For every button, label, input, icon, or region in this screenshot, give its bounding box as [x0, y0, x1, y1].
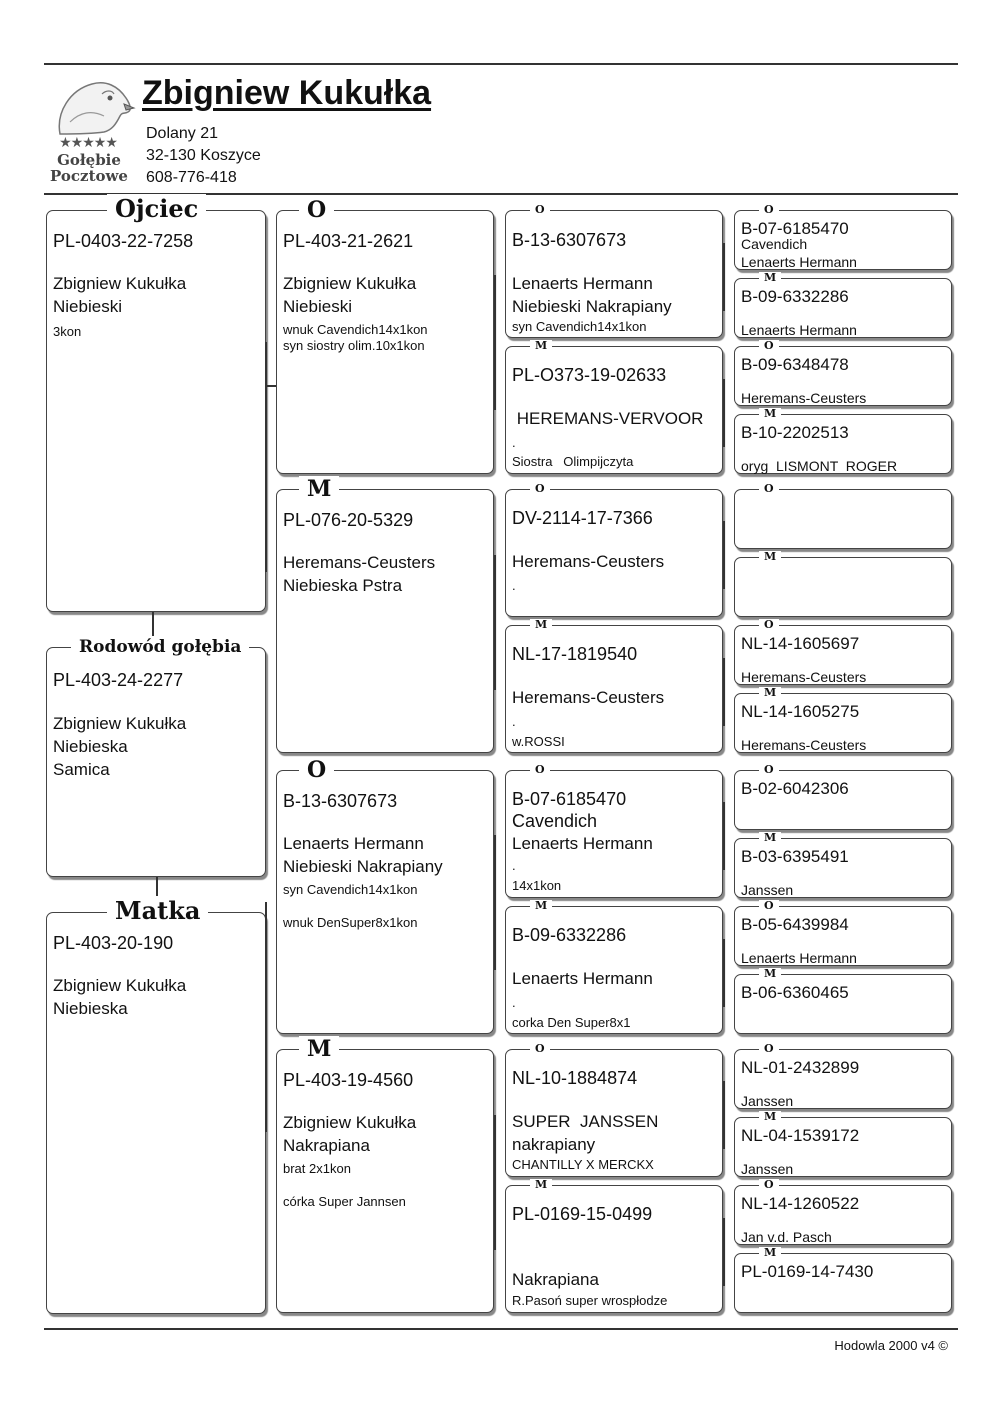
- fm-sex-label: M: [299, 476, 339, 502]
- footer-rule: [44, 1328, 958, 1330]
- gg4-ring: B-10-2202513: [741, 423, 849, 442]
- mmm-note: R.Pasoń super wrospłodze: [512, 1293, 668, 1308]
- address-line2: 32-130 Koszyce: [146, 147, 261, 164]
- logo-text-line1: Gołębie: [57, 151, 121, 169]
- gg10-line3: Janssen: [741, 882, 794, 898]
- mother-box: [46, 896, 266, 1314]
- mmf-color: nakrapiany: [512, 1135, 596, 1154]
- connector-c3-3: [723, 521, 725, 589]
- ffm-note: Siostra Olimpijczyta: [512, 454, 634, 469]
- subject-breeder: Zbigniew Kukułka: [53, 714, 187, 733]
- footer-credit: Hodowla 2000 v4 ©: [834, 1338, 948, 1353]
- father-ring: PL-0403-22-7258: [53, 231, 194, 251]
- gg7-sex-label: O: [759, 619, 779, 631]
- gg11-sex-label: O: [759, 900, 779, 912]
- ff-note2: syn siostry olim.10x1kon: [283, 338, 425, 353]
- gg10-ring: B-03-6395491: [741, 847, 849, 866]
- fff-box: [505, 203, 723, 338]
- gg10-sex-label: M: [759, 832, 781, 844]
- gg-box-5: [734, 482, 952, 549]
- address-line1: Dolany 21: [146, 125, 219, 142]
- gg7-ring: NL-14-1605697: [741, 634, 860, 653]
- gg9-ring: B-02-6042306: [741, 779, 849, 798]
- gg1-sex-label: O: [759, 204, 779, 216]
- mfm-breeder: Lenaerts Hermann: [512, 969, 653, 988]
- gg13-ring: NL-01-2432899: [741, 1058, 860, 1077]
- father-color: Niebieski: [53, 297, 122, 316]
- gg16-sex-label: M: [759, 1247, 781, 1259]
- ff-sex-label: O: [299, 197, 334, 223]
- father-box: [46, 194, 266, 612]
- logo-stars: ★★★★★: [59, 134, 117, 150]
- logo-text-line2: Pocztowe: [50, 167, 128, 185]
- gg1-ring: B-07-6185470: [741, 219, 849, 238]
- gg-box-10: [734, 831, 952, 898]
- mfm-box: [505, 899, 723, 1034]
- gg11-line3: Lenaerts Hermann: [741, 950, 857, 966]
- fm-ring: PL-076-20-5329: [283, 510, 414, 530]
- subject-sex: Samica: [53, 760, 110, 779]
- mm-ring: PL-403-19-4560: [283, 1070, 414, 1090]
- gg-box-15: [734, 1178, 952, 1245]
- gg1-line3: Lenaerts Hermann: [741, 254, 857, 270]
- fmf-sex-label: O: [530, 483, 550, 495]
- mm-note2: córka Super Jannsen: [283, 1194, 406, 1209]
- gg6-sex-label: M: [759, 551, 781, 563]
- mmf-ring: NL-10-1884874: [512, 1068, 638, 1088]
- fmf-ring: DV-2114-17-7366: [512, 508, 653, 528]
- ff-box: [276, 197, 494, 474]
- mmm-ring: PL-0169-15-0499: [512, 1204, 653, 1224]
- mfm-sex-label: M: [530, 900, 552, 912]
- mff-breeder: Lenaerts Hermann: [512, 834, 653, 853]
- fff-color: Niebieski Nakrapiany: [512, 297, 672, 316]
- mf-sex-label: O: [299, 757, 334, 783]
- gg13-sex-label: O: [759, 1043, 779, 1055]
- father-note: 3kon: [53, 324, 82, 339]
- mf-box: [276, 757, 494, 1034]
- mmf-note: CHANTILLY X MERCKX: [512, 1157, 654, 1172]
- gg3-sex-label: O: [759, 340, 779, 352]
- gg-box-16: [734, 1246, 952, 1313]
- subject-box: [46, 637, 266, 877]
- gg8-line3: Heremans-Ceusters: [741, 737, 867, 753]
- connector-c3-4: [723, 658, 725, 726]
- fff-sex-label: O: [530, 204, 550, 216]
- fm-box: [276, 476, 494, 753]
- gg-box-12: [734, 967, 952, 1034]
- connector-mother-parents-v: [265, 902, 267, 1132]
- gg-box-14: [734, 1110, 952, 1177]
- subject-color: Niebieska: [53, 737, 128, 756]
- gg-box-2: [734, 271, 952, 338]
- fm-breeder: Heremans-Ceusters: [283, 553, 436, 572]
- connector-c3-8: [723, 1218, 725, 1286]
- fm-color: Niebieska Pstra: [283, 576, 403, 595]
- connector-father-subject: [152, 612, 154, 636]
- mf-breeder: Lenaerts Hermann: [283, 834, 424, 853]
- mfm-note: corka Den Super8x1: [512, 1015, 631, 1030]
- connector-ff-v: [494, 275, 496, 410]
- pedigree-label: Rodowód gołębia: [71, 636, 249, 658]
- gg-box-3: [734, 339, 952, 406]
- father-breeder: Zbigniew Kukułka: [53, 274, 187, 293]
- mf-note2: wnuk DenSuper8x1kon: [283, 915, 418, 930]
- gg8-ring: NL-14-1605275: [741, 702, 860, 721]
- gg15-line3: Jan v.d. Pasch: [741, 1229, 832, 1245]
- mm-sex-label: M: [299, 1036, 339, 1062]
- ffm-box: [505, 339, 723, 474]
- mmf-box: [505, 1042, 723, 1177]
- ff-ring: PL-403-21-2621: [283, 231, 414, 251]
- gg-box-11: [734, 899, 952, 966]
- mother-breeder: Zbigniew Kukułka: [53, 976, 187, 995]
- mmm-color: Nakrapiana: [512, 1270, 599, 1289]
- mm-box: [276, 1036, 494, 1313]
- gg-box-1: [734, 203, 952, 270]
- mm-note1: brat 2x1kon: [283, 1161, 351, 1176]
- connector-c3-7: [723, 1081, 725, 1149]
- mfm-dot: .: [512, 995, 516, 1010]
- connector-mm-v: [494, 1115, 496, 1250]
- gg12-ring: B-06-6360465: [741, 983, 849, 1002]
- fmf-breeder: Heremans-Ceusters: [512, 552, 665, 571]
- mother-color: Niebieska: [53, 999, 128, 1018]
- phone: 608-776-418: [146, 169, 237, 186]
- fmm-dot: .: [512, 714, 516, 729]
- mff-sex-label: O: [530, 764, 550, 776]
- ff-breeder: Zbigniew Kukułka: [283, 274, 417, 293]
- connector-c3-2: [723, 379, 725, 447]
- fmf-dot: .: [512, 578, 516, 593]
- gg2-ring: B-09-6332286: [741, 287, 849, 306]
- gg-box-4: [734, 407, 952, 474]
- fff-ring: B-13-6307673: [512, 230, 627, 250]
- mf-note1: syn Cavendich14x1kon: [283, 882, 418, 897]
- connector-mf-v: [494, 835, 496, 970]
- connector-c3-6: [723, 939, 725, 1007]
- gg12-sex-label: M: [759, 968, 781, 980]
- mf-ring: B-13-6307673: [283, 791, 398, 811]
- father-label: Ojciec: [107, 194, 206, 224]
- gg8-sex-label: M: [759, 687, 781, 699]
- gg-box-9: [734, 763, 952, 830]
- fmf-box: [505, 482, 723, 617]
- fff-breeder: Lenaerts Hermann: [512, 274, 653, 293]
- mfm-ring: B-09-6332286: [512, 925, 627, 945]
- mf-color: Niebieski Nakrapiany: [283, 857, 443, 876]
- mmm-sex-label: M: [530, 1179, 552, 1191]
- mff-dot: .: [512, 858, 516, 873]
- mff-name: Cavendich: [512, 811, 598, 831]
- gg13-line3: Janssen: [741, 1093, 794, 1109]
- fff-note: syn Cavendich14x1kon: [512, 319, 647, 334]
- gg15-ring: NL-14-1260522: [741, 1194, 860, 1213]
- gg4-line3: oryg LISMONT ROGER: [741, 458, 898, 474]
- fmm-note: w.ROSSI: [512, 734, 565, 749]
- mff-ring: B-07-6185470: [512, 789, 627, 809]
- ffm-breeder: HEREMANS-VERVOOR: [512, 409, 704, 428]
- gg2-line3: Lenaerts Hermann: [741, 322, 857, 338]
- gg-box-13: [734, 1042, 952, 1109]
- connector-c3-1: [723, 243, 725, 311]
- fmm-box: [505, 618, 723, 753]
- mff-box: [505, 763, 723, 898]
- gg1-line2: Cavendich: [741, 236, 808, 252]
- gg14-line3: Janssen: [741, 1161, 794, 1177]
- gg11-ring: B-05-6439984: [741, 915, 849, 934]
- mff-note: 14x1kon: [512, 878, 562, 893]
- mm-color: Nakrapiana: [283, 1136, 370, 1155]
- gg14-ring: NL-04-1539172: [741, 1126, 860, 1145]
- connector-c3-5: [723, 802, 725, 870]
- mmf-breeder: SUPER JANSSEN: [512, 1112, 659, 1131]
- connector-father-parents: [266, 385, 276, 387]
- gg9-sex-label: O: [759, 764, 779, 776]
- gg3-line3: Heremans-Ceusters: [741, 390, 867, 406]
- ffm-dot: .: [512, 435, 516, 450]
- ff-note1: wnuk Cavendich14x1kon: [283, 322, 428, 337]
- ff-color: Niebieski: [283, 297, 352, 316]
- gg4-sex-label: M: [759, 408, 781, 420]
- gg-box-7: [734, 618, 952, 685]
- gg-box-6: [734, 550, 952, 617]
- gg5-sex-label: O: [759, 483, 779, 495]
- header-top-rule: [44, 63, 958, 65]
- fmm-sex-label: M: [530, 619, 552, 631]
- fmm-breeder: Heremans-Ceusters: [512, 688, 665, 707]
- gg-box-8: [734, 686, 952, 753]
- ffm-ring: PL-O373-19-02633: [512, 365, 667, 385]
- gg2-sex-label: M: [759, 272, 781, 284]
- gg15-sex-label: O: [759, 1179, 779, 1191]
- gg3-ring: B-09-6348478: [741, 355, 849, 374]
- mm-breeder: Zbigniew Kukułka: [283, 1113, 417, 1132]
- gg16-ring: PL-0169-14-7430: [741, 1262, 874, 1281]
- gg14-sex-label: M: [759, 1111, 781, 1123]
- mmf-sex-label: O: [530, 1043, 550, 1055]
- connector-fm-v: [494, 555, 496, 690]
- owner-name: Zbigniew Kukułka: [142, 74, 432, 112]
- mmm-box: [505, 1178, 723, 1313]
- connector-father-parents-v: [265, 342, 267, 572]
- gg7-line3: Heremans-Ceusters: [741, 669, 867, 685]
- mother-ring: PL-403-20-190: [53, 933, 174, 953]
- mother-label: Matka: [107, 896, 208, 926]
- subject-ring: PL-403-24-2277: [53, 670, 184, 690]
- fmm-ring: NL-17-1819540: [512, 644, 638, 664]
- ffm-sex-label: M: [530, 340, 552, 352]
